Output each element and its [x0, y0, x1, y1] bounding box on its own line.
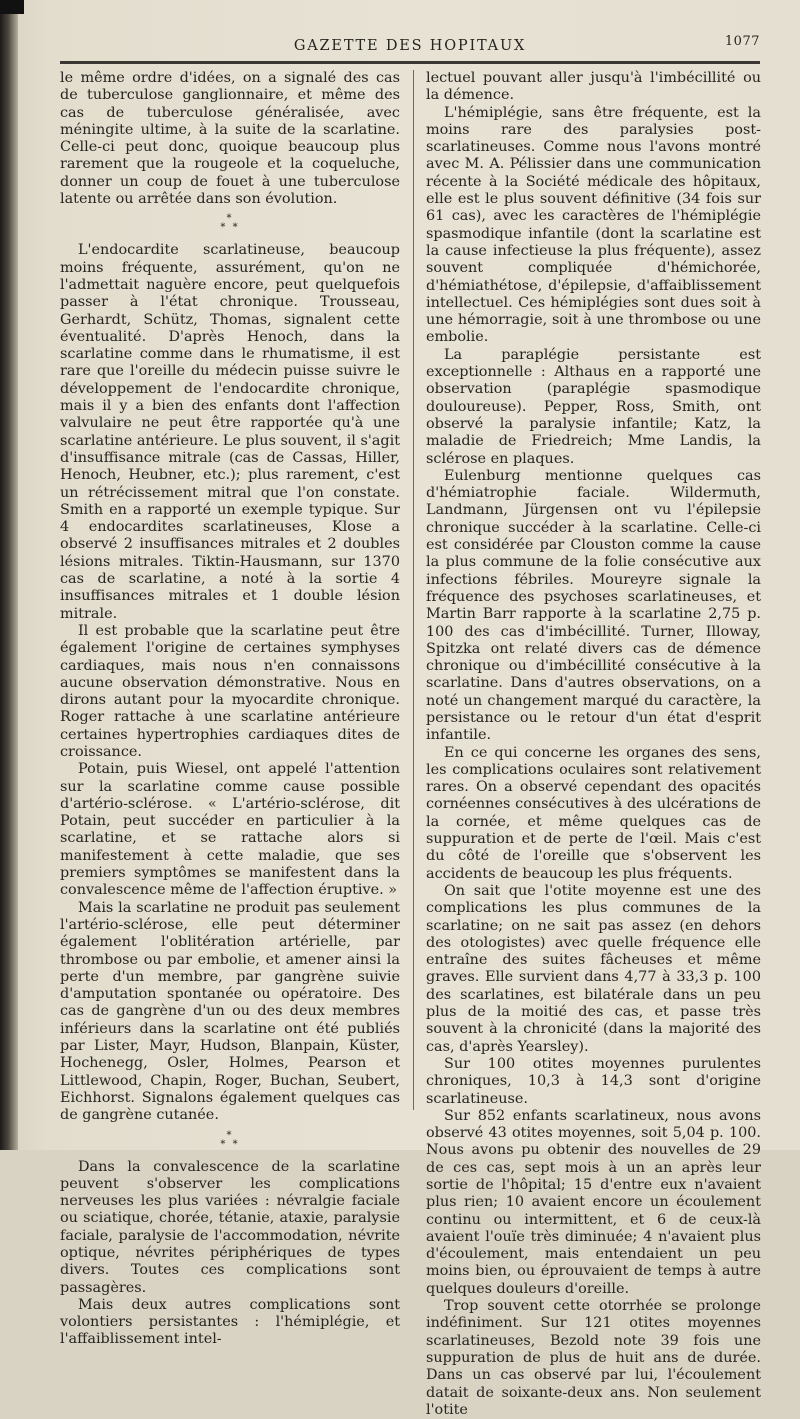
left-column — [60, 70, 400, 1349]
paragraph: On sait que l'otite moyenne est une des complications les plus communes de la scarlatine; on ne sait pas assez (en dehors des otologistes) avec quelle fréquence elle entraîne des suites fâcheuses et même graves. Elle survient dans 4,77 à 33,3 p. 100 des scarlatines, est bilatérale dans un peu plus de la moitié des cas, et passe très souvent à la chronicité (dans la majorité des cas, d'après Yearsley). — [426, 882, 761, 1055]
paragraph: L'endocardite scarlatineuse, beaucoup moins fréquente, assurément, qu'on ne l'admettait naguère encore, peut quelquefois passer à l'état chronique. Trousseau, Gerhardt, Schütz, Thomas, signalent cette éventualité. D'après Henoch, dans la scarlatine comme dans le rhumatisme, il est rare que l'oreille du médecin puisse suivre le développement de l'endocardite chronique, mais il y a bien des enfants dont l'affection valvulaire ne peut être rapportée qu'à une scarlatine antérieure. Le plus souvent, il s'agit d'insuffisance mitrale (cas de Cassas, Hiller, Henoch, Heubner, etc.); plus rarement, c'est un rétrécissement mitral que l'on constate. Smith en a rapporté un exemple typique. Sur 4 endocardites scarlatineuses, Klose a observé 2 insuffisances mitrales et 2 doubles lésions mitrales. Tiktin-Hausmann, sur 1370 cas de scarlatine, a noté à la sortie 4 insuffisances mitrales et 1 double lésion mitrale. — [60, 242, 400, 622]
paragraph: Mais deux autres complications sont volontiers persistantes : l'hémiplégie, et l'affaiblissement intel- — [60, 1296, 400, 1348]
column-divider — [413, 70, 414, 1110]
paragraph: Sur 852 enfants scarlatineux, nous avons observé 43 otites moyennes, soit 5,04 p. 100. Nous avons pu obtenir des nouvelles de 29 de ces cas, sept mois à un an après leur sortie de l'hôpital; 15 d'entre eux n'avaient plus rien; 10 avaient encore un écoulement continu ou intermittent, et 6 de ceux-là avaient l'ouïe très diminuée; 4 n'avaient plus d'écoulement, mais entendaient un peu moins bien, ou éprouvaient de temps à autre quelques douleurs d'oreille. — [426, 1107, 761, 1297]
book-spine — [0, 0, 18, 1150]
binding-shadow — [0, 0, 24, 14]
paragraph: L'hémiplégie, sans être fréquente, est la moins rare des paralysies post-scarlatineuses. Comme nous l'avons montré avec M. A. Pélissier dans une communication récente à la Société médicale des hôpitaux, elle est le plus souvent définitive (34 fois sur 61 cas), avec les caractères de l'hémiplégie spasmodique infantile (dont la scarlatine est la cause infectieuse la plus fréquente), assez souvent compliquée d'hémichorée, d'hémiathétose, d'épilepsie, d'affaiblissement intellectuel. Ces hémiplégies sont dues soit à une hémorragie, soit à une thrombose ou une embolie. — [426, 104, 761, 346]
paragraph: Potain, puis Wiesel, ont appelé l'attention sur la scarlatine comme cause possible d'artério-sclérose. « L'artério-sclérose, dit Potain, peut succéder en particulier à la scarlatine, et se rattache alors si manifestement à cette maladie, que ses premiers symptômes se manifestent dans la convalescence même de l'affection éruptive. » — [60, 761, 400, 899]
paragraph: Trop souvent cette otorrhée se prolonge indéfiniment. Sur 121 otites moyennes scarlatineuses, Bezold note 39 fois une suppuration de plus de huit ans de durée. Dans un cas observé par lui, l'écoulement datait de soixante-deux ans. Non seulement l'otite — [426, 1298, 761, 1418]
right-column — [426, 70, 761, 1419]
running-head: GAZETTE DES HOPITAUX — [293, 38, 527, 54]
page-header — [60, 34, 760, 58]
paragraph: Eulenburg mentionne quelques cas d'hémiatrophie faciale. Wildermuth, Landmann, Jürgensen ont vu l'épilepsie chronique succéder à la scarlatine. Celle-ci est considérée par Clouston comme la cause la plus commune de la folie consécutive aux infections fébriles. Moureyre signale la fréquence des psychoses scarlatineuses, et Martin Barr rapporte à la scarlatine 2,75 p. 100 des cas d'imbécillité. Turner, Illoway, Spitzka ont relaté divers cas de démence chronique ou d'imbécillité consécutive à la scarlatine. Dans d'autres observations, on a noté un changement marqué du caractère, la persistance ou le retour d'un état d'esprit infantile. — [426, 467, 761, 744]
paragraph: Il est probable que la scarlatine peut être également l'origine de certaines symphyses cardiaques, mais nous n'en connaissons aucune observation démonstrative. Nous en dirons autant pour la myocardite chronique. Roger rattache à une scarlatine antérieure certaines hypertrophies cardiaques dites de croissance. — [60, 622, 400, 760]
paragraph: Sur 100 otites moyennes purulentes chroniques, 10,3 à 14,3 sont d'origine scarlatineuse. — [426, 1055, 761, 1107]
paragraph: le même ordre d'idées, on a signalé des cas de tuberculose ganglionnaire, et même des cas de tuberculose généralisée, avec méningite ultime, à la suite de la scarlatine. Celle-ci peut donc, quoique beaucoup plus rarement que la rougeole et la coqueluche, donner un coup de fouet à une tuberculose latente ou arrêtée dans son évolution. — [60, 70, 400, 208]
asterism-separator: * * * — [220, 213, 240, 234]
paragraph: La paraplégie persistante est exceptionnelle : Althaus en a rapporté une observation (paraplégie spasmodique douloureuse). Pepper, Ross, Smith, ont observé la paralysie infantile; Katz, la maladie de Friedreich; Mme Landis, la sclérose en plaques. — [426, 346, 761, 467]
asterism-separator: * * * — [220, 1129, 240, 1150]
paragraph: Mais la scarlatine ne produit pas seulement l'artério-sclérose, elle peut déterminer également l'oblitération artérielle, par thrombose ou par embolie, et amener ainsi la perte d'un membre, par gangrène suivie d'amputation spontanée ou opératoire. Des cas de gangrène d'un ou des deux membres inférieurs dans la scarlatine ont été publiés par Lister, Mayr, Hudson, Blanpain, Küster, Hochenegg, Osler, Holmes, Pearson et Littlewood, Chapin, Roger, Buchan, Seubert, Eichhorst. Signalons également quelques cas de gangrène cutanée. — [60, 899, 400, 1124]
paragraph: lectuel pouvant aller jusqu'à l'imbécillité ou la démence. — [426, 70, 761, 104]
header-rule — [60, 61, 760, 64]
paragraph: Dans la convalescence de la scarlatine peuvent s'observer les complications nerveuses les plus variées : névralgie faciale ou sciatique, chorée, tétanie, ataxie, paralysie faciale, paralysie de l'accommodation, névrite optique, névrites périphériques de types divers. Toutes ces complications sont passagères. — [60, 1158, 400, 1296]
paragraph: En ce qui concerne les organes des sens, les complications oculaires sont relativement rares. On a observé cependant des opacités cornéennes consécutives à des ulcérations de la cornée, et même quelques cas de suppuration et de perte de l'œil. Mais c'est du côté de l'oreille que s'observent les accidents de beaucoup les plus fréquents. — [426, 744, 761, 882]
page-number: 1077 — [724, 34, 760, 49]
